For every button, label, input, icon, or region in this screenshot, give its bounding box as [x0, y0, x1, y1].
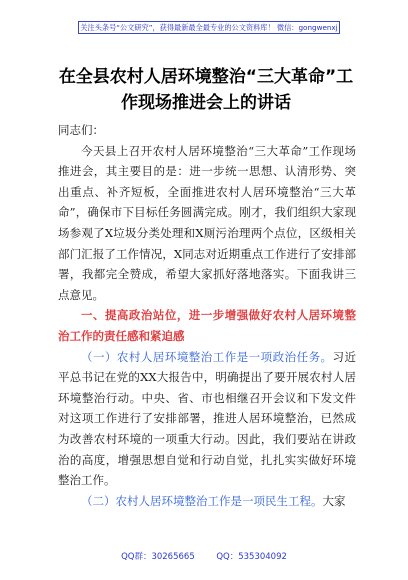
- subheading-1-text: 习近平总书记在党的XX大报告中，明确提出了要开展农村人居环境整治行动。中央、省、市也相继召开会议和下发文件对这项工作进行了安排部署，推进人居环境整治，已然成为改善农村环境的一项重大行动。因此，我们要站在讲政治的高度，增强思想自觉和行动自觉，扎扎实实做好环境整治工作。: [58, 349, 357, 488]
- section-heading-1: 一、提高政治站位，进一步增强做好农村人居环境整治工作的责任感和紧迫感: [58, 308, 356, 343]
- salutation: 同志们：: [58, 123, 104, 137]
- paragraph-intro: 今天县上召开农村人居环境整治“三大革命”工作现场推进会，其主要目的是：进一步统一思想、认清形势、突出重点、补齐短板，全面推进农村人居环境整治“三大革命”，确保市下目标任务圆满完成。刚才，我们组织大家现场参观了X垃圾分类处理和X厕污治理两个点位，区级相关部门汇报了工作情况，X同志对近期重点工作进行了安排部署，我都完全赞成，希望大家抓好落地落实。下面我讲三点意见。: [58, 143, 356, 302]
- subheading-1: （一）农村人居环境整治工作是一项政治任务。: [81, 349, 333, 364]
- subheading-2-text: 大家: [322, 493, 346, 508]
- subheading-2: （二）农村人居环境整治工作是一项民生工程。: [81, 493, 323, 508]
- promo-banner: 关注头条号“公文研究”，获得最新最全最专业的公文资料库！ 微信：gongwenxj: [78, 21, 340, 34]
- document-body: [58, 120, 356, 511]
- paragraph-sub-2: [58, 491, 356, 512]
- document-title: 在全县农村人居环境整治“三大革命”工作现场推进会上的讲话: [58, 67, 354, 113]
- contact-footer: QQ群：30265665 QQ：535304092: [121, 552, 287, 562]
- paragraph-sub-1: [58, 347, 356, 491]
